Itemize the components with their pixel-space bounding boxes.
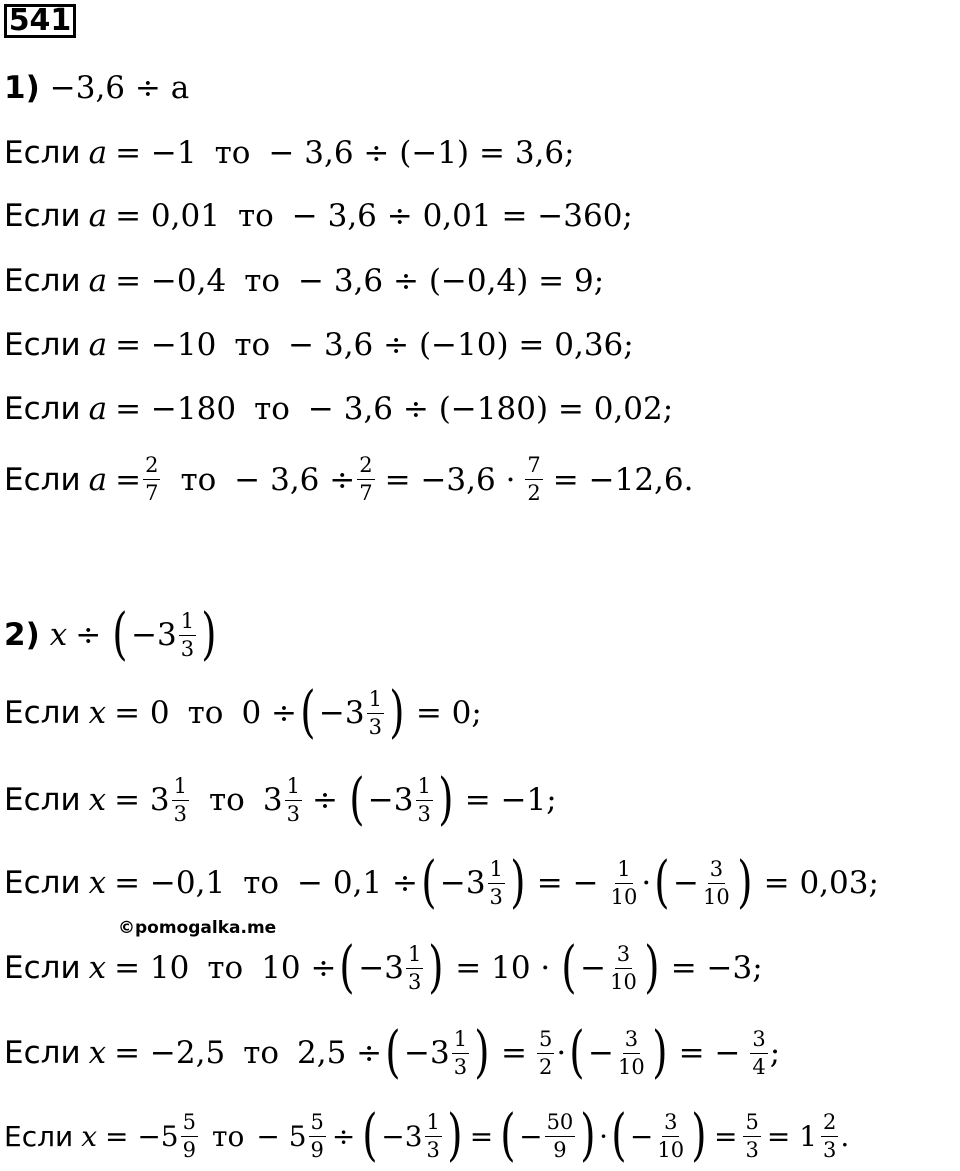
fraction: $\frac{2}{7}$ xyxy=(359,453,373,505)
fraction: $\frac{5}{3}$ xyxy=(745,1109,759,1162)
fraction: $\frac{3}{10}$ xyxy=(703,856,730,909)
fraction: $\frac{1}{10}$ xyxy=(610,856,638,909)
fraction: $\frac{3}{10}$ xyxy=(610,941,637,994)
part1-row: Если a = 0,01 то − 3,6 ÷ 0,01 = −360; xyxy=(4,198,633,234)
watermark: ©pomogalka.me xyxy=(118,918,277,938)
part1-row: Если a = −0,4 то − 3,6 ÷ (−0,4) = 9; xyxy=(4,263,605,299)
problem-number: 541 xyxy=(4,4,76,38)
fraction: $\frac{1}{3}$ xyxy=(408,941,422,994)
part2-row: Если x = −0,1 то − 0,1 ÷ ( −3 $\frac{1}{3}$ ) = − $\frac{1}{10}$ · ( − $\frac{3}{10}$ ) = 0,03; xyxy=(4,850,879,915)
fraction: $\frac{5}{9}$ xyxy=(182,1109,196,1162)
part1-expression: −3,6 ÷ a xyxy=(49,70,190,106)
fraction: $\frac{1}{3}$ xyxy=(453,1026,468,1079)
fraction: $\frac{1}{3}$ xyxy=(489,856,503,909)
part2-row: Если x = −5 $\frac{5}{9}$ то − 5 $\frac{5}{9}$ ÷ ( −3 $\frac{1}{3}$ ) = ( − $\frac{50}{9}$ ) · ( − $\frac{3}{10}$ ) = $\frac{5}{3}$ = 1 $\frac{2}{3}$ . xyxy=(4,1103,850,1168)
fraction: $\frac{3}{4}$ xyxy=(752,1026,766,1079)
fraction: $\frac{3}{10}$ xyxy=(657,1109,685,1162)
fraction: $\frac{5}{2}$ xyxy=(538,1026,553,1079)
fraction: $\frac{5}{9}$ xyxy=(310,1109,324,1162)
part2-label: 2) xyxy=(4,617,40,653)
fraction: $\frac{1}{3}$ xyxy=(426,1109,440,1162)
part1-row: Если a = −180 то − 3,6 ÷ (−180) = 0,02; xyxy=(4,391,674,427)
fraction: $\frac{50}{9}$ xyxy=(546,1109,574,1162)
part1-header xyxy=(4,70,189,106)
fraction: $\frac{1}{3}$ xyxy=(173,773,188,826)
fraction: $\frac{3}{10}$ xyxy=(618,1026,645,1079)
part2-row: Если x = 10 то 10 ÷ ( −3 $\frac{1}{3}$ ) = 10 · ( − $\frac{3}{10}$ ) = −3; xyxy=(4,935,763,1000)
part2-row: Если x = 3 $\frac{1}{3}$ то 3 $\frac{1}{3}$ ÷ ( −3 $\frac{1}{3}$ ) = −1; xyxy=(4,767,557,832)
fraction: $\frac{1}{3}$ xyxy=(417,773,431,826)
fraction: $\frac{1}{3}$ xyxy=(180,608,195,661)
fraction: $\frac{2}{3}$ xyxy=(823,1109,837,1162)
fraction: $\frac{2}{7}$ xyxy=(145,453,159,505)
part2-header: 2) x ÷ ( −3 $\frac{1}{3}$ ) xyxy=(4,602,217,667)
fraction: $\frac{7}{2}$ xyxy=(527,453,541,505)
part2-row: Если x = −2,5 то 2,5 ÷ ( −3 $\frac{1}{3}$ ) = $\frac{5}{2}$ · ( − $\frac{3}{10}$ ) = − $\frac{3}{4}$ ; xyxy=(4,1020,781,1085)
part1-row: Если a = −10 то − 3,6 ÷ (−10) = 0,36; xyxy=(4,327,634,363)
part1-row-last: Если a = $\frac{2}{7}$ то − 3,6 ÷ $\frac{2}{7}$ = −3,6 · $\frac{7}{2}$ = −12,6. xyxy=(4,453,694,505)
part1-label: 1) xyxy=(4,70,40,106)
part2-row: Если x = 0 то 0 ÷ ( −3 $\frac{1}{3}$ ) = 0; xyxy=(4,680,482,745)
fraction: $\frac{1}{3}$ xyxy=(368,686,382,739)
part1-row: Если a = −1 то − 3,6 ÷ (−1) = 3,6; xyxy=(4,135,575,171)
fraction: $\frac{1}{3}$ xyxy=(286,773,300,826)
